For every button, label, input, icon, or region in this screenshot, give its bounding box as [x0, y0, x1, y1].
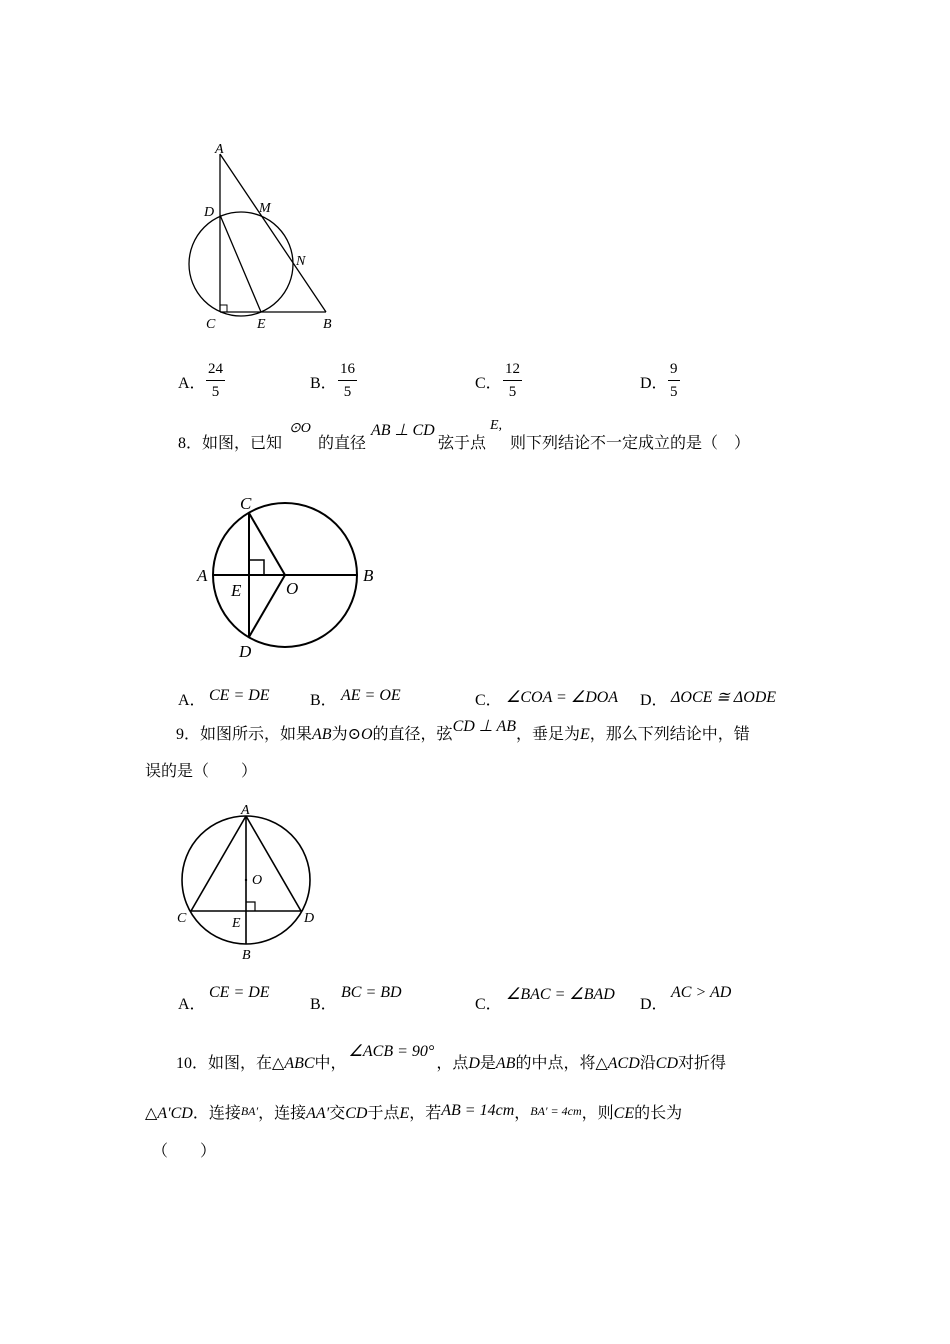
q9-label-a: A	[241, 803, 250, 818]
q9-label-e: E	[232, 916, 241, 931]
q7-option-c-letter: C．	[475, 375, 502, 392]
q7-option-a-fraction: 24 5	[208, 361, 223, 400]
q9-label-c: C	[177, 911, 187, 926]
q8-point-e: E,	[490, 418, 503, 433]
q8-stem-part2: 的直径	[318, 435, 367, 452]
q9-option-d-expr: AC > AD	[671, 984, 732, 1001]
q8-figure	[190, 488, 390, 663]
q7-label-d: D	[204, 205, 215, 220]
q9-option-a-expr: CE = DE	[209, 984, 270, 1001]
q9-option-c-expr: ∠BAC = ∠BAD	[506, 986, 615, 1003]
q7-label-e: E	[257, 317, 266, 332]
q7-label-a: A	[215, 142, 224, 157]
q7-option-c-fraction: 12 5	[505, 361, 520, 400]
q8-label-b: B	[363, 566, 374, 585]
q8-option-d-expr: ΔOCE ≅ ΔODE	[671, 689, 777, 706]
q9-label-o: O	[252, 873, 263, 888]
q7-label-n: N	[296, 254, 306, 269]
q7-option-a-letter: A．	[178, 375, 206, 392]
q8-option-c-letter: C．	[475, 692, 502, 709]
q7-option-b-letter: B．	[310, 375, 337, 392]
q7-figure	[180, 138, 350, 338]
q7-label-b: B	[323, 317, 332, 332]
q10-stem-line1: 10．如图，在△ABC中，∠ACB = 90°，点D是AB的中点，将△ACD沿CD对折得	[176, 1043, 727, 1072]
q7-label-c: C	[206, 317, 216, 332]
q8-stem-part1: 8．如图，已知	[178, 435, 283, 452]
q8-circle-o: ⊙O	[289, 421, 311, 436]
q8-label-d: D	[239, 642, 252, 661]
q9-option-a-letter: A．	[178, 996, 206, 1013]
q9-option-c-letter: C．	[475, 996, 502, 1013]
q9-option-d-letter: D．	[640, 996, 668, 1013]
q9-label-b: B	[242, 948, 251, 963]
q8-label-o: O	[286, 579, 299, 598]
q9-stem-line1: 9．如图所示，如果AB为⊙O的直径，弦CD ⊥ AB，垂足为E，那么下列结论中，错	[176, 718, 750, 743]
q8-stem-part4: 则下列结论不一定成立的是（ ）	[510, 435, 751, 452]
q8-option-b-letter: B．	[310, 692, 337, 709]
q8-label-e: E	[231, 581, 242, 600]
q8-option-a-letter: A．	[178, 692, 206, 709]
q8-option-d-letter: D．	[640, 692, 668, 709]
q9-figure	[172, 798, 322, 964]
q8-relation: AB ⊥ CD	[371, 422, 435, 439]
q9-option-b-letter: B．	[310, 996, 337, 1013]
q8-option-a-expr: CE = DE	[209, 687, 270, 704]
q9-option-b-expr: BC = BD	[341, 984, 402, 1001]
q7-option-d-fraction: 9 5	[670, 361, 678, 400]
q8-stem-part3: 弦于点	[438, 435, 487, 452]
q7-label-m: M	[259, 201, 271, 216]
q8-option-c-expr: ∠COA = ∠DOA	[506, 689, 619, 706]
q8-label-a: A	[197, 566, 208, 585]
q8-label-c: C	[240, 494, 252, 513]
q7-option-b-fraction: 16 5	[340, 361, 355, 400]
q10-answer-parens: （ ）	[152, 1143, 217, 1160]
q9-label-d: D	[304, 911, 315, 926]
q9-stem-line2: 误的是（ ）	[145, 763, 258, 780]
q8-option-b-expr: AE = OE	[341, 687, 401, 704]
q10-stem-line2: △A′CD．连接BA′，连接AA′交CD于点E，若AB = 14cm，BA′ = 4cm，则CE的长为	[145, 1102, 683, 1122]
q7-option-d-letter: D．	[640, 375, 668, 392]
